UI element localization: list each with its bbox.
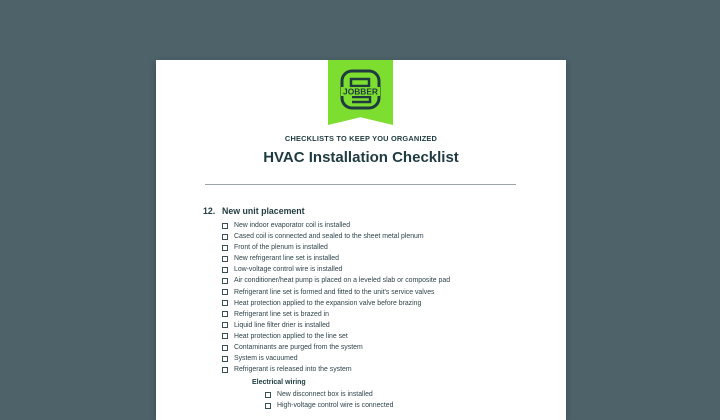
checklist-item: [222, 364, 450, 375]
checkbox[interactable]: [222, 311, 228, 317]
checklist-item-label: Air conditioner/heat pump is placed on a leveled slab or composite pad: [234, 277, 451, 285]
jobber-logo-icon: [339, 69, 382, 111]
checklist-item: [222, 309, 450, 320]
checkbox[interactable]: [222, 245, 228, 251]
checklist-item: [222, 331, 450, 342]
checklist-item-label: Front of the plenum is installed: [234, 244, 328, 252]
checklist-item-label: Refrigerant line set is formed and fitted to the unit's service valves: [234, 288, 435, 296]
checklist-item-label: Low-voltage control wire is installed: [234, 266, 343, 274]
checklist-item-label: High-voltage control wire is connected: [277, 402, 394, 410]
checklist-item: [222, 220, 450, 231]
checkbox[interactable]: [222, 300, 228, 306]
section-title: New unit placement: [222, 206, 305, 216]
checkbox[interactable]: [222, 278, 228, 284]
eyebrow-heading: CHECKLISTS TO KEEP YOU ORGANIZED: [284, 134, 438, 143]
checkbox[interactable]: [222, 367, 228, 373]
logo-text: JOBBER: [343, 86, 378, 97]
checklist-item-label: Heat protection applied to the expansion valve before brazing: [234, 299, 422, 307]
checkbox[interactable]: [222, 345, 228, 351]
checklist-item-label: Contaminants are purged from the system: [234, 344, 363, 352]
checkbox[interactable]: [222, 267, 228, 273]
checklist-item: [222, 320, 450, 331]
checklist-item-label: Cased coil is connected and sealed to the sheet metal plenum: [234, 233, 424, 241]
divider: [205, 184, 516, 185]
checklist-item-label: Heat protection applied to the line set: [234, 332, 348, 340]
checklist-page: [156, 60, 566, 420]
checkbox[interactable]: [222, 356, 228, 362]
checklist-item-label: New disconnect box is installed: [277, 391, 373, 398]
checklist: [222, 220, 450, 375]
page-title: HVAC Installation Checklist: [263, 149, 459, 166]
checkbox[interactable]: [222, 333, 228, 339]
checklist-item-label: Refrigerant is released into the system: [234, 366, 352, 374]
checklist-item-label: Liquid line filter drier is installed: [234, 321, 330, 329]
checklist-item: [265, 400, 393, 411]
checklist-item: [222, 231, 450, 242]
checkbox[interactable]: [222, 256, 228, 262]
checklist-item: [265, 389, 393, 400]
subsection-heading: Electrical wiring: [252, 379, 306, 386]
checklist-item: [222, 353, 450, 364]
section-heading: [203, 206, 305, 216]
checkbox[interactable]: [265, 403, 271, 409]
section-number: 12.: [203, 206, 216, 216]
checklist-item: [222, 342, 450, 353]
checklist-item: [222, 298, 450, 309]
checklist-item: [222, 287, 450, 298]
checkbox[interactable]: [222, 322, 228, 328]
sub-checklist: [265, 389, 393, 411]
checklist-item: [222, 242, 450, 253]
checkbox[interactable]: [222, 223, 228, 229]
checklist-item: [222, 275, 450, 286]
jobber-logo-ribbon: [328, 60, 393, 125]
checkbox[interactable]: [222, 234, 228, 240]
checklist-item-label: Refrigerant line set is brazed in: [234, 310, 329, 318]
checklist-item: [222, 264, 450, 275]
checklist-item-label: System is vacuumed: [234, 355, 298, 363]
checklist-item-label: New indoor evaporator coil is installed: [234, 222, 351, 229]
checklist-item: [222, 253, 450, 264]
checklist-item-label: New refrigerant line set is installed: [234, 255, 339, 263]
checkbox[interactable]: [265, 392, 271, 398]
checkbox[interactable]: [222, 289, 228, 295]
